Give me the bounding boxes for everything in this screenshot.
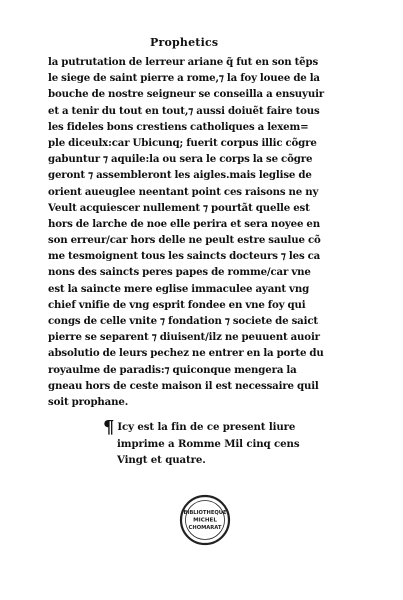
text-line: nons des saincts peres papes de romme/car vne bbox=[48, 266, 311, 279]
text-line: les fideles bons crestiens catholiques a lexem= bbox=[48, 120, 309, 133]
text-line: et a tenir du tout en tout,⁊ aussi doiuẽt faire tous bbox=[48, 104, 320, 117]
text-line: gneau hors de ceste maison il est necessaire quil bbox=[48, 379, 319, 392]
text-line: orient aueuglee neentant point ces raisons ne ny bbox=[48, 185, 319, 198]
text-line: Veult acquiescer nullement ⁊ pourtãt quelle est bbox=[48, 201, 310, 214]
body-text bbox=[48, 54, 378, 410]
text-line: la putrutation de lerreur ariane q̃ fut en son tẽps bbox=[48, 56, 319, 68]
text-line: royaulme de paradis:⁊ quiconque mengera la bbox=[48, 363, 297, 376]
text-line: gabuntur ⁊ aquile:la ou sera le corps la se cõgre bbox=[48, 153, 313, 166]
library-stamp bbox=[179, 494, 231, 546]
text-line: pierre se separent ⁊ diuisent/ilz ne peuuent auoir bbox=[48, 331, 320, 344]
stamp-line: MICHEL bbox=[193, 517, 217, 524]
text-line: le siege de saint pierre a rome,⁊ la foy louee de la bbox=[48, 72, 320, 85]
colophon-line-text: Icy est la fin de ce present liure bbox=[117, 421, 296, 433]
library-stamp-seal bbox=[179, 494, 231, 546]
colophon-line: Vingt et quatre. bbox=[117, 454, 206, 466]
text-line: absolutio de leurs pechez ne entrer en la porte du bbox=[48, 347, 324, 360]
text-line: soit prophane. bbox=[48, 395, 129, 408]
text-line: geront ⁊ assembleront les aigles.mais leglise de bbox=[48, 169, 312, 182]
pilcrow-mark: ¶ bbox=[103, 419, 115, 436]
text-line: me tesmoignent tous les saincts docteurs ⁊ les ca bbox=[48, 250, 321, 263]
text-line: hors de larche de noe elle perira et sera noyee en bbox=[48, 217, 320, 230]
text-line: ple diceulx:car Ubicunq; fuerit corpus illic cõgre bbox=[48, 136, 317, 149]
text-line: chief vnifie de vng esprit fondee en vne foy qui bbox=[48, 298, 306, 311]
colophon-line: imprime a Romme Mil cinq cens bbox=[117, 437, 300, 450]
running-head: Prophetics bbox=[150, 36, 219, 49]
stamp-line: BIBLIOTHEQUE bbox=[183, 510, 227, 516]
text-line: son erreur/car hors delle ne peult estre saulue cõ bbox=[48, 234, 321, 247]
text-line: congs de celle vnite ⁊ fondation ⁊ societe de saict bbox=[48, 315, 318, 327]
stamp-line: CHOMARAT bbox=[188, 525, 222, 531]
text-line: bouche de nostre seigneur se conseilla a ensuyuir bbox=[48, 88, 325, 101]
text-line: est la saincte mere eglise immaculee ayant vng bbox=[48, 282, 310, 295]
colophon-line bbox=[103, 419, 383, 436]
colophon bbox=[103, 419, 383, 469]
